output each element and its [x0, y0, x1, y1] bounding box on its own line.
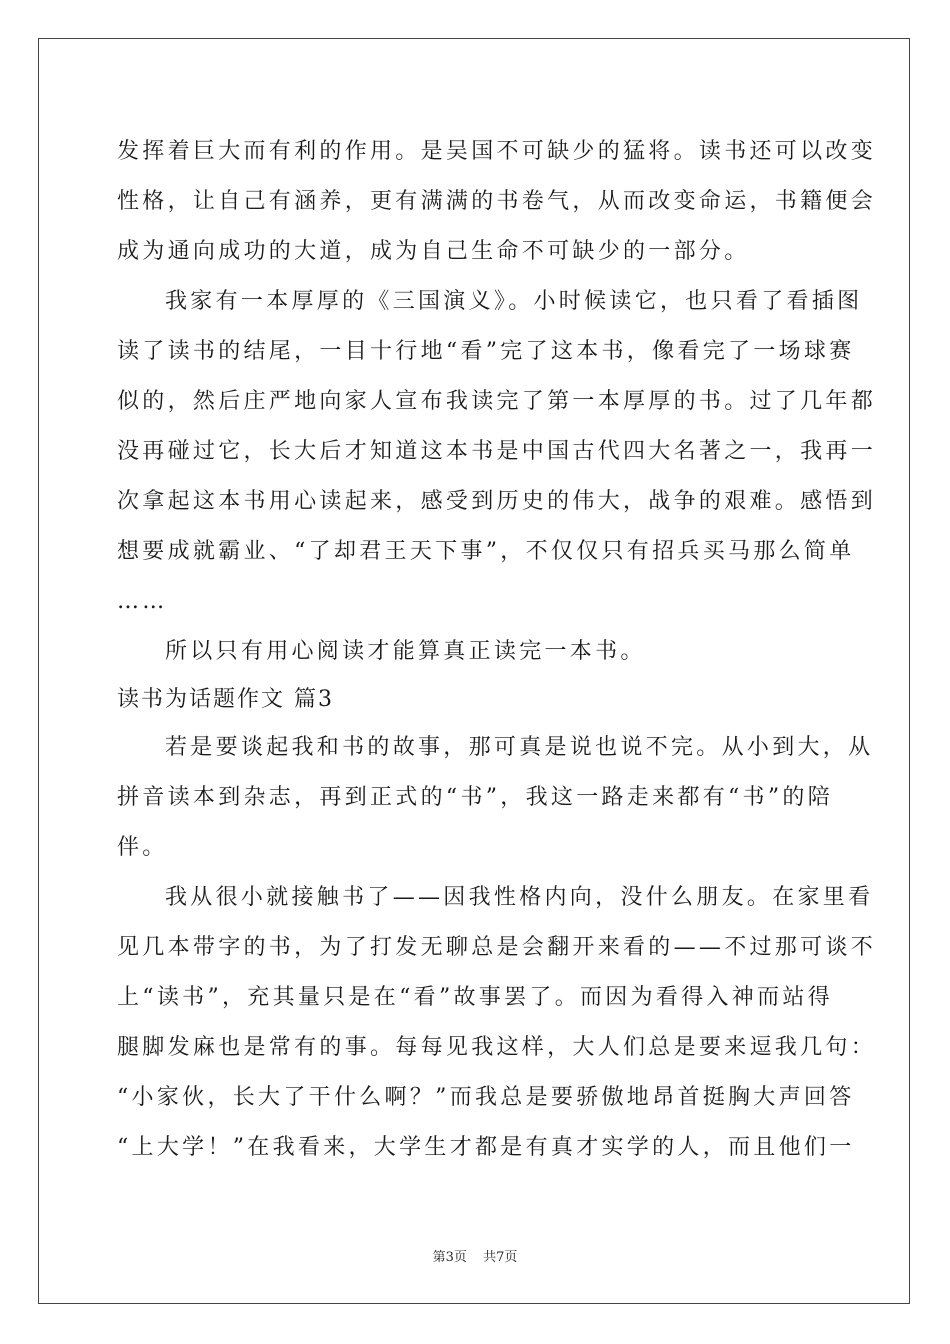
text-line: 拼音读本到杂志，再到正式的“书”，我这一路走来都有“书”的陪 — [117, 785, 833, 810]
text-line: “上大学！”在我看来，大学生才都是有真才实学的人，而且他们一 — [117, 1135, 855, 1160]
text-line: 性格，让自己有涵养，更有满满的书卷气，从而改变命运，书籍便会 — [117, 189, 877, 214]
text-line: 见几本带字的书，为了打发无聊总是会翻开来看的——不过那可谈不 — [117, 935, 877, 960]
text-line: 上“读书”，充其量只是在“看”故事罢了。而因为看得入神而站得 — [117, 985, 833, 1010]
text-line: 发挥着巨大而有利的作用。是吴国不可缺少的猛将。读书还可以改变 — [117, 139, 877, 164]
text-line: 若是要谈起我和书的故事，那可真是说也说不完。从小到大，从 — [165, 735, 874, 760]
section-heading: 读书为话题作文 篇3 — [117, 687, 334, 712]
text-line: 所以只有用心阅读才能算真正读完一本书。 — [165, 639, 646, 664]
text-line: 读了读书的结尾，一目十行地“看”完了这本书，像看完了一场球赛 — [117, 339, 855, 364]
text-line: 没再碰过它，长大后才知道这本书是中国古代四大名著之一，我再一 — [117, 439, 877, 464]
text-line: 我家有一本厚厚的《三国演义》。小时候读它，也只看了看插图 — [165, 289, 863, 314]
text-line: 次拿起这本书用心读起来，感受到历史的伟大，战争的艰难。感悟到 — [117, 489, 877, 514]
text-line: 似的，然后庄严地向家人宣布我读完了第一本厚厚的书。过了几年都 — [117, 389, 877, 414]
text-line: …… — [117, 589, 168, 614]
document-body — [117, 127, 877, 1173]
text-line: 伴。 — [117, 835, 168, 860]
text-line: 我从很小就接触书了——因我性格内向，没什么朋友。在家里看 — [165, 885, 874, 910]
page-total: 共7页 — [483, 1250, 518, 1265]
text-line: 想要成就霸业、“了却君王天下事”，不仅仅只有招兵买马那么简单 — [117, 539, 855, 564]
page-footer — [0, 1246, 950, 1265]
text-line: “小家伙，长大了干什么啊？”而我总是要骄傲地昂首挺胸大声回答 — [117, 1085, 855, 1110]
text-line: 腿脚发麻也是常有的事。每每见我这样，大人们总是要来逗我几句： — [117, 1035, 877, 1060]
page-number: 第3页 — [432, 1250, 467, 1265]
text-line: 成为通向成功的大道，成为自己生命不可缺少的一部分。 — [117, 239, 750, 264]
